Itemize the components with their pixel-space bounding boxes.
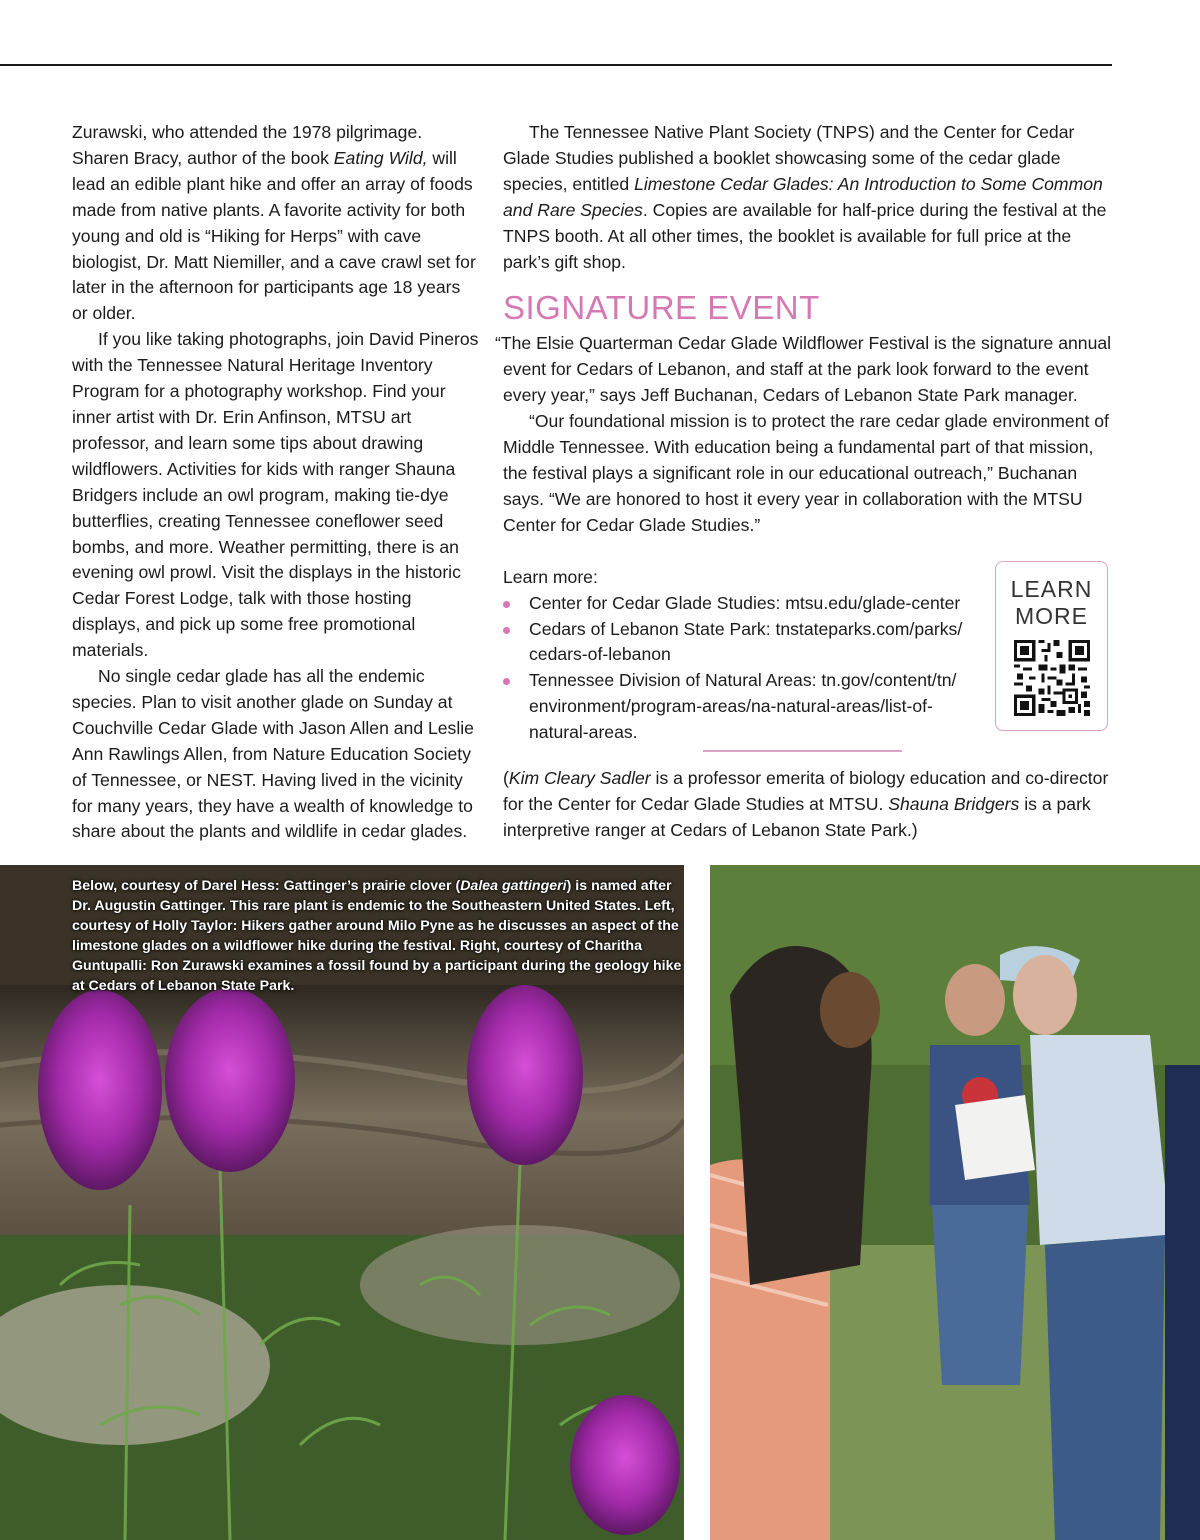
left-paragraph-3: No single cedar glade has all the endemic species. Plan to visit another glade on Sunday at Couchville Cedar Glade with Jason Allen and Leslie Ann Rawlings Allen, from Nature Education Society of Tennessee, or NEST. Having lived in the vicinity for many years, they have a wealth of knowledge to share about the plants and wildlife in cedar glades. <box>72 666 474 842</box>
book-title: Eating Wild, <box>333 147 428 168</box>
text-span: Zurawski, who attended the 1978 pilgrimage. Sharen Bracy, author of the book <box>72 122 423 168</box>
learn-more-link[interactable] <box>503 617 978 669</box>
caption-text: Gattinger’s prairie clover ( <box>279 878 461 894</box>
bullet-icon <box>503 627 510 634</box>
learn-more-qr-box[interactable] <box>995 561 1108 731</box>
text-span: is a professor emerita of biology education and co-director for the Center for Cedar Glade Studies at MTSU. <box>503 768 1109 814</box>
caption-text: ) is named after Dr. Augustin Gattinger. This rare plant is endemic to the Southeastern United States. <box>72 878 672 914</box>
right-paragraph-1 <box>503 120 1118 275</box>
caption-text: Hikers gather around Milo Pyne as he discusses an aspect of the limestone glades on a wildflower hike during the festival. <box>72 918 679 954</box>
photo-caption <box>72 876 682 996</box>
left-column <box>72 120 480 845</box>
qr-title <box>996 576 1107 630</box>
booklet-title: Limestone Cedar Glades: An Introduction to Some Common and Rare Species <box>503 173 1103 220</box>
hikers-illustration <box>710 865 1200 1540</box>
link-text[interactable]: Tennessee Division of Natural Areas: tn.gov/content/tn/ environment/program-areas/na-natural-areas/list-of-natural-areas. <box>529 670 957 743</box>
geology-hike-photo <box>710 865 1200 1540</box>
left-paragraph-1 <box>72 120 480 327</box>
qr-title-line: LEARN <box>1010 576 1093 602</box>
author-bio <box>503 766 1118 844</box>
section-heading: SIGNATURE EVENT <box>503 289 820 327</box>
learn-more-link[interactable] <box>503 591 978 617</box>
left-paragraph-2: If you like taking photographs, join David Pineros with the Tennessee Natural Heritage Inventory Program for a photography workshop. Find your inner artist with Dr. Erin Anfinson, MTSU art professor, and learn some tips about drawing wildflowers. Activities for kids with ranger Shauna Bridgers include an owl program, making tie-dye butterflies, creating Tennessee coneflower seed bombs, and more. Weather permitting, there is an evening owl prowl. Visit the displays in the historic Cedar Forest Lodge, talk with those hosting displays, and pick up some free promotional materials. <box>72 329 479 661</box>
top-rule <box>0 64 1112 66</box>
caption-credit: Left, courtesy of Holly Taylor: <box>72 898 675 934</box>
right-paragraph-2: “The Elsie Quarterman Cedar Glade Wildflower Festival is the signature annual event for Cedars of Lebanon, and staff at the park look forward to the event every year,” says Jeff Buchanan, Cedars of Lebanon State Park manager. <box>495 333 1112 406</box>
learn-more-label: Learn more: <box>503 566 598 587</box>
learn-more-list <box>503 591 978 746</box>
text-span: is a park interpretive ranger at Cedars of Lebanon State Park.) <box>503 793 1091 840</box>
learn-more-link[interactable] <box>503 668 978 746</box>
text-span: . Copies are available for half-price during the festival at the TNPS booth. At all other times, the booklet is available for full price at the park’s gift shop. <box>503 199 1107 272</box>
text-span: will lead an edible plant hike and offer an array of foods made from native plants. A favorite activity for both young and old is “Hiking for Herps” with cave biologist, Dr. Matt Niemiller, and a cave crawl set for later in the afternoon for participants age 18 years or older. <box>72 147 476 324</box>
right-paragraph-3: “Our foundational mission is to protect the rare cedar glade environment of Middle Tennessee. With education being a fundamental part of that mission, the festival plays a significant role in our educational outreach,” Buchanan says. “We are honored to host it every year in collaboration with the MTSU Center for Cedar Glade Studies.” <box>503 411 1109 535</box>
link-text[interactable]: Center for Cedar Glade Studies: mtsu.edu/glade-center <box>529 592 961 613</box>
link-text[interactable]: Cedars of Lebanon State Park: tnstateparks.com/parks/ cedars-of-lebanon <box>529 618 963 665</box>
qr-code-icon[interactable] <box>1014 640 1090 716</box>
bullet-icon <box>503 601 510 608</box>
text-span: ( <box>503 768 509 788</box>
caption-species: Dalea gattingeri <box>460 878 567 894</box>
text-span: The Tennessee Native Plant Society (TNPS) and the Center for Cedar Glade Studies published a booklet showcasing some of the cedar glade species, entitled <box>503 122 1075 194</box>
author-name: Kim Cleary Sadler <box>508 768 651 788</box>
caption-text: Ron Zurawski examines a fossil found by a participant during the geology hike at Cedars of Lebanon State Park. <box>72 958 682 994</box>
bullet-icon <box>503 678 510 685</box>
qr-title-line: MORE <box>1015 603 1088 629</box>
author-name: Shauna Bridgers <box>888 793 1020 814</box>
caption-credit: Below, courtesy of Darel Hess: <box>72 878 280 894</box>
caption-credit: Right, courtesy of Charitha Guntupalli: <box>72 938 642 974</box>
bio-divider <box>703 750 902 752</box>
